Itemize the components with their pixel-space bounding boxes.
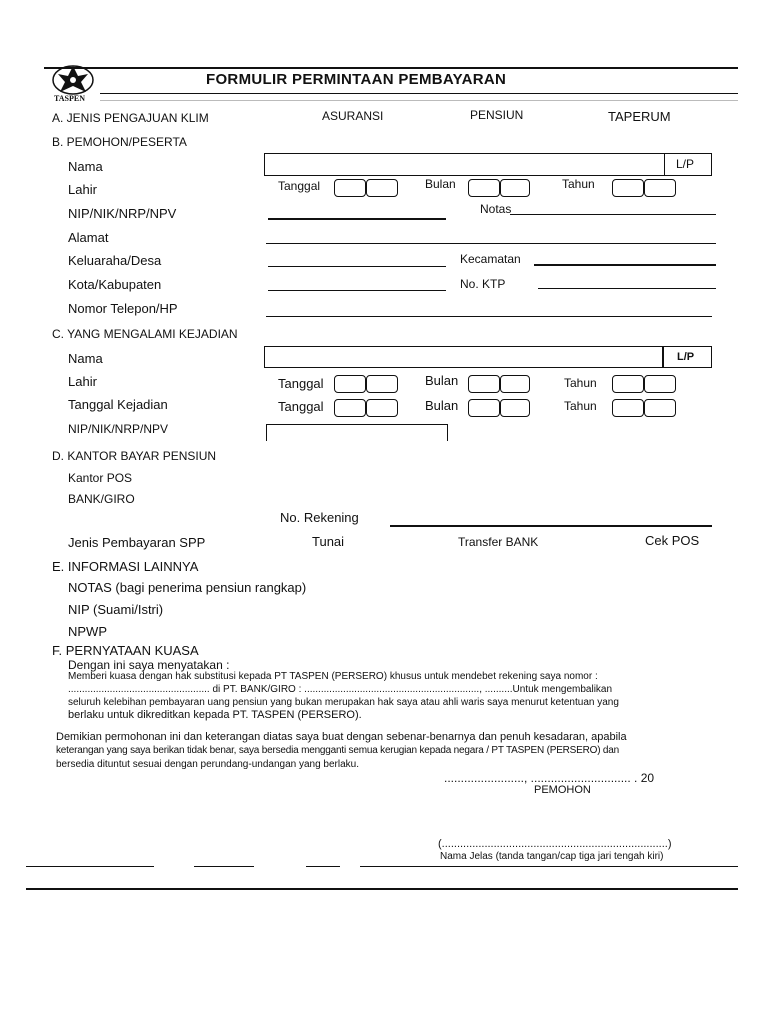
c-kejadian-tanggal-box-1[interactable] <box>334 399 366 417</box>
d-rekening-field[interactable] <box>390 525 712 527</box>
c-lahir-tanggal-box-1[interactable] <box>334 375 366 393</box>
signature-date-line[interactable]: ........................, .............................. . 20 <box>444 771 655 785</box>
f-line-4: seluruh kelebihan pembayaran uang pensiun yang bukan merupakan hak saya atau ahli waris saya menurut ketentuan yang <box>68 697 619 708</box>
c-kejadian-bulan-box-2[interactable] <box>500 399 530 417</box>
signature-name-line[interactable]: (..........................................................................) <box>438 838 672 850</box>
d-option-transfer[interactable]: Transfer BANK <box>458 535 539 549</box>
header-bottom-line <box>100 93 738 94</box>
b-nama-label: Nama <box>68 159 103 174</box>
c-lahir-tahun-box-2[interactable] <box>644 375 676 393</box>
declaration-line-1: Demikian permohonan ini dan keterangan diatas saya buat dengan sebenar-benarnya dan penuh kesadaran, apabila <box>56 731 627 743</box>
b-ktp-field[interactable] <box>538 288 716 289</box>
b-kota-label: Kota/Kabupaten <box>68 277 162 292</box>
b-tanggal-box-2[interactable] <box>366 179 398 197</box>
d-option-tunai[interactable]: Tunai <box>312 534 345 549</box>
b-bulan-label: Bulan <box>425 177 456 191</box>
declaration-line-2: keterangan yang saya berikan tidak benar, saya bersedia mengganti semua kerugian kepada negara / PT TASPEN (PERSERO) dan <box>56 745 620 756</box>
e-notas-label: NOTAS (bagi penerima pensiun rangkap) <box>68 580 307 595</box>
c-lahir-tahun-label: Tahun <box>564 376 597 390</box>
c-nama-label: Nama <box>68 351 103 366</box>
b-lahir-label: Lahir <box>68 182 97 197</box>
c-lahir-label: Lahir <box>68 374 97 389</box>
footer-gap-3 <box>340 864 360 868</box>
b-ktp-label: No. KTP <box>460 277 506 291</box>
section-d-label: D. KANTOR BAYAR PENSIUN <box>52 449 217 463</box>
header-top-line <box>44 67 738 69</box>
c-kejadian-tanggal-label: Tanggal <box>278 399 324 414</box>
c-lp-label[interactable]: L/P <box>677 351 695 363</box>
c-lahir-tanggal-label: Tanggal <box>278 376 324 391</box>
d-jenis-label: Jenis Pembayaran SPP <box>68 535 206 550</box>
d-bank-label: BANK/GIRO <box>68 492 135 506</box>
option-asuransi[interactable]: ASURANSI <box>322 109 384 123</box>
taspen-logo <box>48 62 98 108</box>
c-kejadian-bulan-box-1[interactable] <box>468 399 500 417</box>
b-bulan-box-2[interactable] <box>500 179 530 197</box>
b-nip-field[interactable] <box>268 218 446 220</box>
f-line-2: Memberi kuasa dengan hak substitusi kepada PT TASPEN (PERSERO) khusus untuk mendebet rekening saya nomor : <box>68 671 598 682</box>
section-e-label: E. INFORMASI LAINNYA <box>52 559 199 574</box>
c-lahir-tahun-box-1[interactable] <box>612 375 644 393</box>
f-line-5: berlaku untuk dikreditkan kepada PT. TASPEN (PERSERO). <box>68 709 362 721</box>
b-kecamatan-field[interactable] <box>534 264 716 266</box>
e-npwp-label: NPWP <box>68 624 107 639</box>
page-title: FORMULIR PERMINTAAN PEMBAYARAN <box>206 71 507 88</box>
b-notas-field[interactable] <box>510 214 716 215</box>
b-kelurahan-field[interactable] <box>268 266 446 267</box>
footer-dashed-line <box>26 866 738 867</box>
b-tahun-label: Tahun <box>562 177 595 191</box>
c-kejadian-label: Tanggal Kejadian <box>68 397 168 412</box>
logo-text: TASPEN <box>54 94 85 103</box>
signature-pemohon: PEMOHON <box>534 784 591 796</box>
option-taperum[interactable]: TAPERUM <box>608 109 671 124</box>
b-tahun-box-2[interactable] <box>644 179 676 197</box>
b-kota-field[interactable] <box>268 290 446 291</box>
f-line-3: ................................................... di PT. BANK/GIRO : ..............................................................., ..........Untuk mengembalikan <box>68 684 613 695</box>
b-telepon-field[interactable] <box>266 316 712 317</box>
b-alamat-label: Alamat <box>68 230 109 245</box>
b-kelurahan-label: Keluaraha/Desa <box>68 253 162 268</box>
c-nama-field[interactable] <box>264 346 712 368</box>
c-lahir-tanggal-box-2[interactable] <box>366 375 398 393</box>
option-pensiun[interactable]: PENSIUN <box>470 108 524 122</box>
b-nip-label: NIP/NIK/NRP/NPV <box>68 206 177 221</box>
c-lahir-bulan-label: Bulan <box>425 373 459 388</box>
section-c-label: C. YANG MENGALAMI KEJADIAN <box>52 327 238 341</box>
section-f-label: F. PERNYATAAN KUASA <box>52 643 199 658</box>
b-tanggal-label: Tanggal <box>278 179 321 193</box>
b-lp-divider <box>664 153 665 176</box>
c-lp-divider <box>662 346 664 368</box>
b-bulan-box-1[interactable] <box>468 179 500 197</box>
c-nip-field[interactable] <box>266 424 448 441</box>
d-rekening-label: No. Rekening <box>280 510 359 525</box>
b-kecamatan-label: Kecamatan <box>460 252 521 266</box>
b-nama-field[interactable] <box>264 153 712 176</box>
b-telepon-label: Nomor Telepon/HP <box>68 301 178 316</box>
c-lahir-bulan-box-1[interactable] <box>468 375 500 393</box>
footer-gap-1 <box>154 864 194 868</box>
c-kejadian-tahun-box-1[interactable] <box>612 399 644 417</box>
e-nip-label: NIP (Suami/Istri) <box>68 602 164 617</box>
b-tahun-box-1[interactable] <box>612 179 644 197</box>
c-kejadian-tahun-box-2[interactable] <box>644 399 676 417</box>
footer-solid-line <box>26 888 738 890</box>
signature-caption: Nama Jelas (tanda tangan/cap tiga jari tengah kiri) <box>440 851 664 862</box>
header-bottom-line-right <box>100 100 738 101</box>
d-option-cek[interactable]: Cek POS <box>645 533 700 548</box>
d-kantor-pos-label: Kantor POS <box>68 471 133 485</box>
b-tanggal-box-1[interactable] <box>334 179 366 197</box>
section-b-label: B. PEMOHON/PESERTA <box>52 135 187 149</box>
c-kejadian-tahun-label: Tahun <box>564 399 597 413</box>
section-a-label: A. JENIS PENGAJUAN KLIM <box>52 111 209 125</box>
c-lahir-bulan-box-2[interactable] <box>500 375 530 393</box>
f-line-1: Dengan ini saya menyatakan : <box>68 658 230 672</box>
declaration-line-3: bersedia dituntut sesuai dengan perundang-undangan yang berlaku. <box>56 759 360 770</box>
c-kejadian-bulan-label: Bulan <box>425 398 459 413</box>
c-kejadian-tanggal-box-2[interactable] <box>366 399 398 417</box>
b-notas-label: Notas <box>480 202 512 216</box>
footer-gap-2 <box>254 864 306 868</box>
b-alamat-field[interactable] <box>266 243 716 244</box>
b-lp-label[interactable]: L/P <box>676 157 695 171</box>
c-nip-label: NIP/NIK/NRP/NPV <box>68 422 169 436</box>
